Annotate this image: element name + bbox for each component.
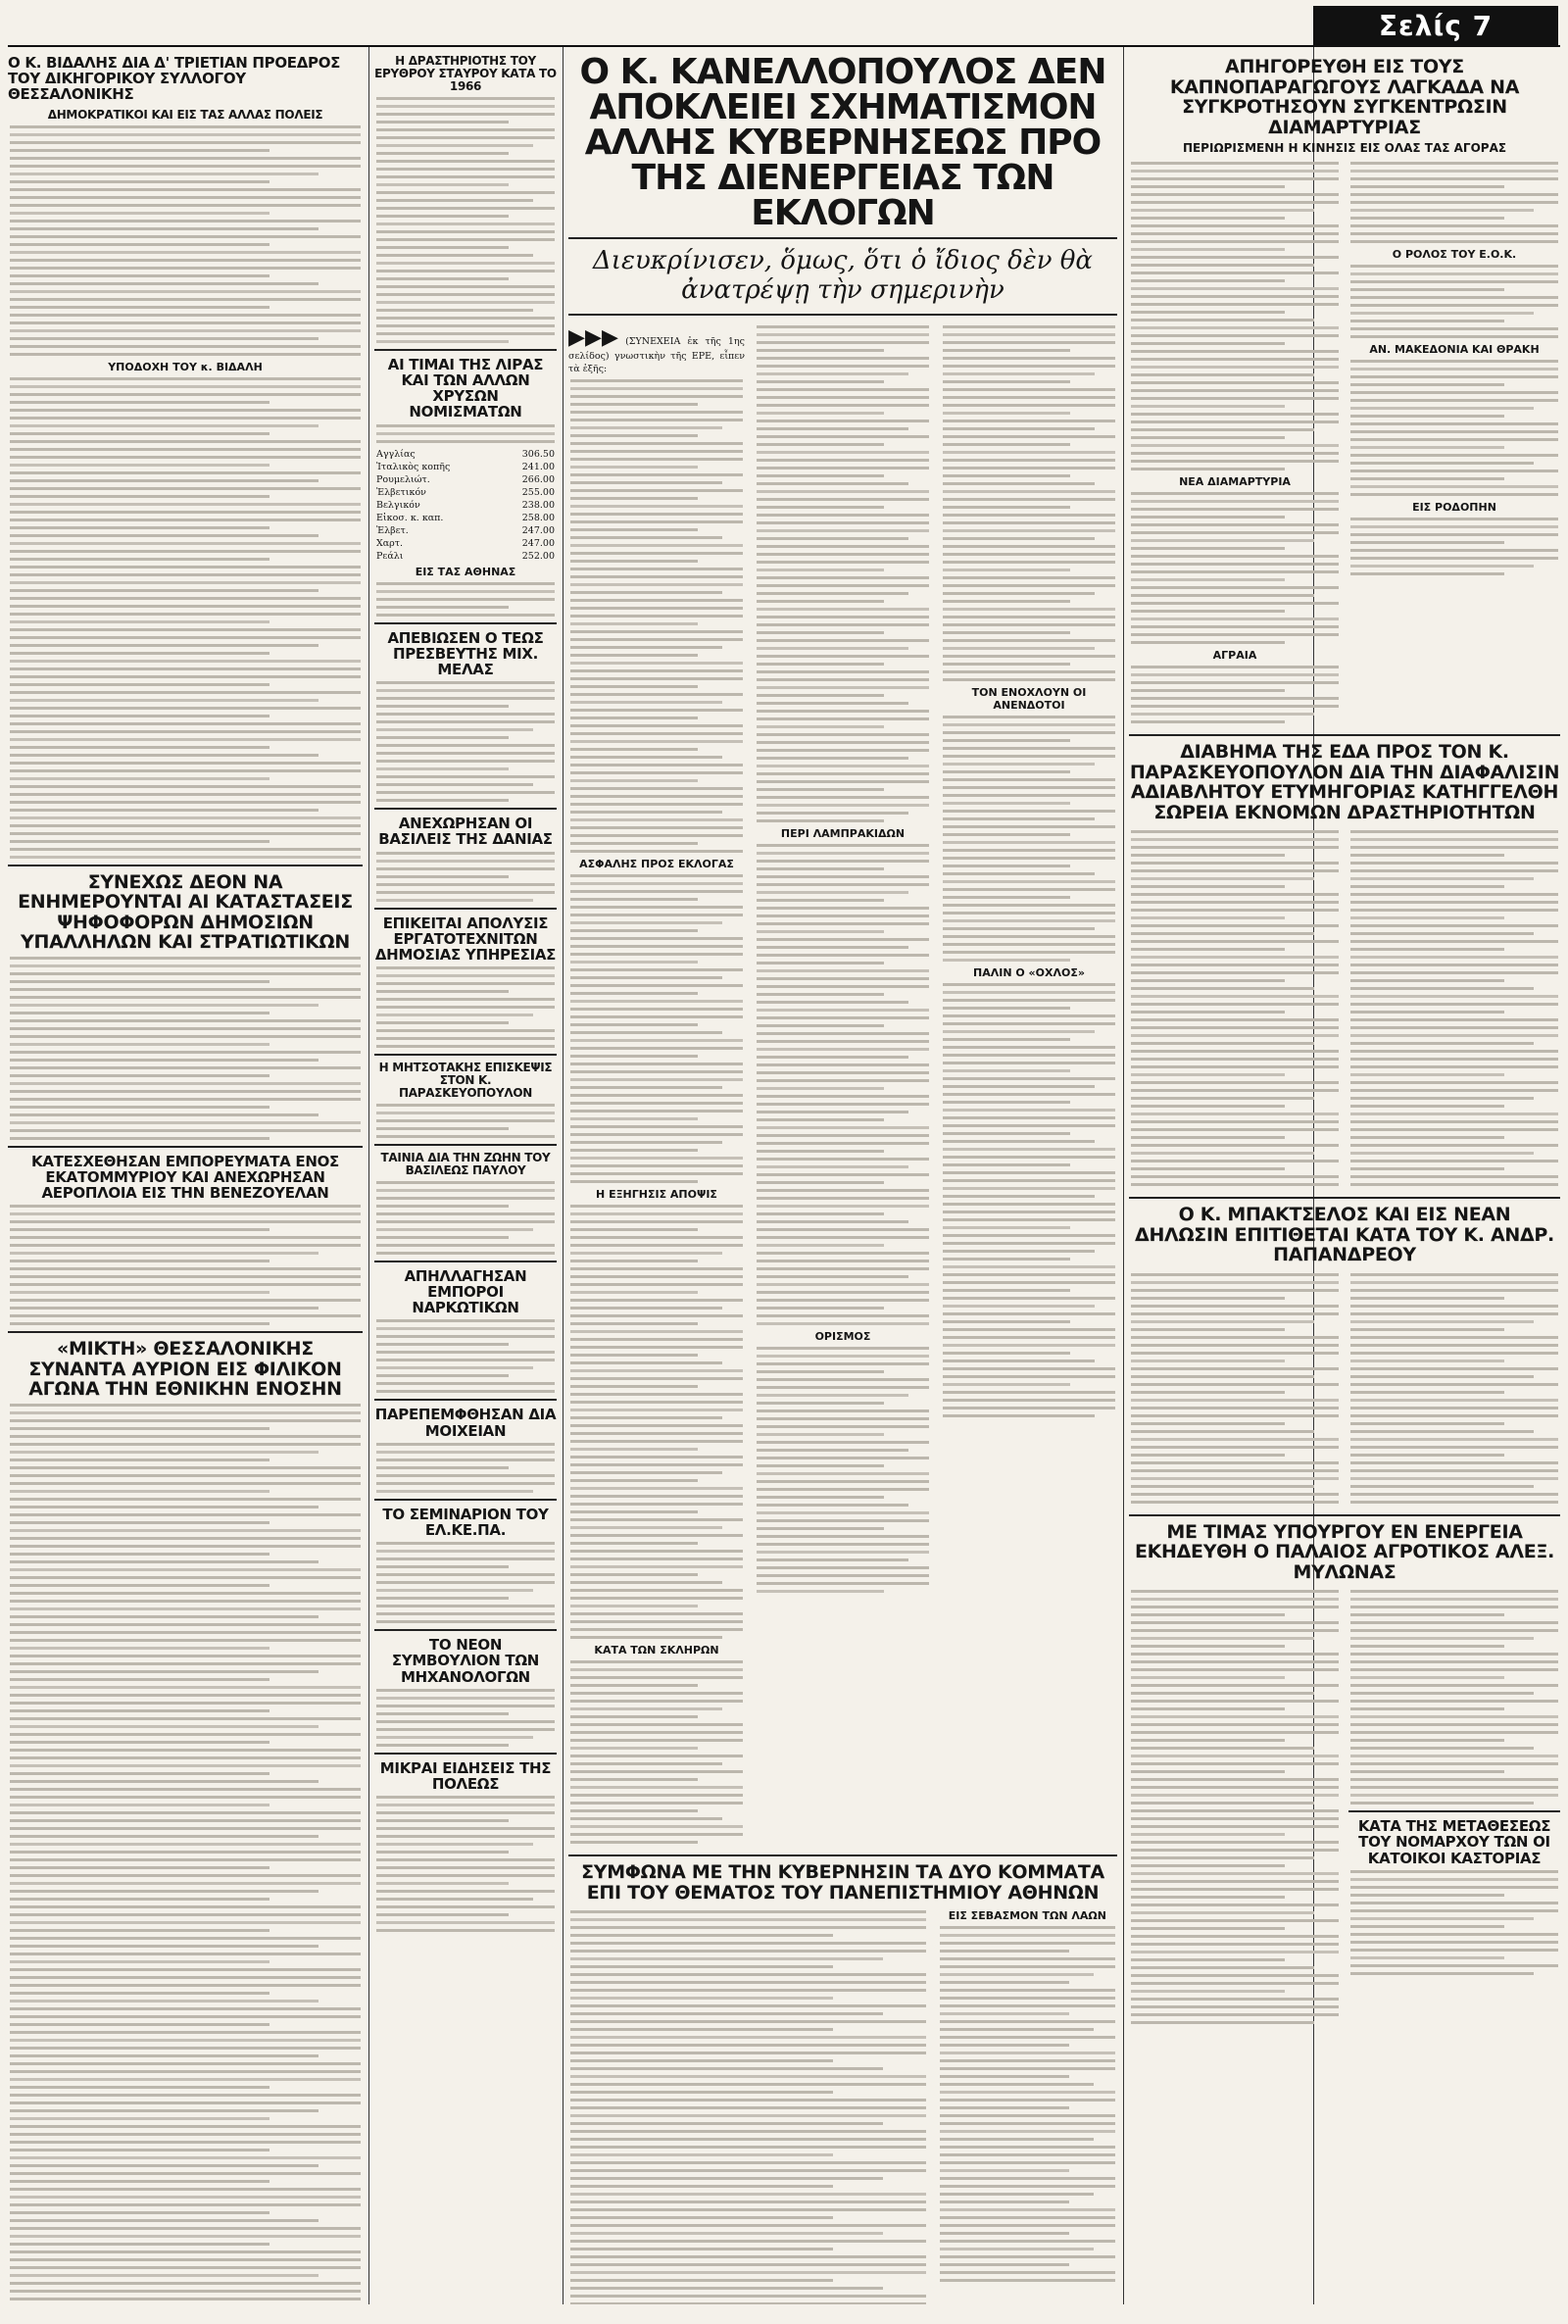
headline-anigoreuthi: ΑΠΗΓΟΡΕΥΘΗ ΕΙΣ ΤΟΥΣ ΚΑΠΝΟΠΑΡΑΓΩΓΟΥΣ ΛΑΓΚΑΔΑ ΝΑ ΣΥΓΚΡΟΤΗΣΟΥΝ ΣΥΓΚΕΝΤΡΩΣΙΝ ΔΙΑΜΑΡΤΥΡΙΑΣ xyxy=(1169,56,1520,138)
lead-body-c3 xyxy=(943,983,1115,1417)
lead-body-a2 xyxy=(570,874,743,1183)
divider xyxy=(374,622,557,624)
divider xyxy=(374,1054,557,1056)
mpaktselos-body-a xyxy=(1131,1273,1339,1504)
lead-body-c2 xyxy=(943,716,1115,962)
diabima-subcol-b xyxy=(1348,826,1560,1191)
column-rule xyxy=(1123,47,1124,2304)
lead-subcol-c xyxy=(941,321,1117,1849)
sevasmos-lines xyxy=(940,1926,1115,2282)
gold-coin-price: 266.00 xyxy=(521,473,555,485)
mpaktselos-body-b xyxy=(1350,1273,1558,1504)
headline-sympona: ΣΥΜΦΩΝΑ ΜΕ ΤΗΝ ΚΥΒΕΡΝΗΣΙΝ ΤΑ ΔΥΟ ΚΟΜΜΑΤΑ ΕΠΙ ΤΟΥ ΘΕΜΑΤΟΣ ΤΟΥ ΠΑΝΕΠΙΣΤΗΜΙΟΥ ΑΘΗΝΩΝ xyxy=(581,1861,1104,1904)
headline-mikrai: ΜΙΚΡΑΙ ΕΙΔΗΣΕΙΣ ΤΗΣ ΠΟΛΕΩΣ xyxy=(379,1758,552,1793)
article-epikeitai-body xyxy=(376,966,555,1048)
gold-coin-name: Βελγικόν xyxy=(376,499,420,511)
headline-vidalis: Ο Κ. ΒΙΔΑΛΗΣ ΔΙΑ Δ' ΤΡΙΕΤΙΑΝ ΠΡΟΕΔΡΟΣ ΤΟΥ ΔΙΚΗΓΟΡΙΚΟΥ ΣΥΛΛΟΓΟΥ ΘΕΣΣΑΛΟΝΙΚΗΣ xyxy=(8,54,341,104)
diabima-subcol-a xyxy=(1129,826,1341,1191)
gold-coin-name: Εἰκοσ. κ. καπ. xyxy=(376,512,444,523)
divider xyxy=(8,865,363,866)
article-mitsotakis-body xyxy=(376,1104,555,1138)
article-parapempontai-body xyxy=(376,1443,555,1493)
gold-coin-name: Χαρτ. xyxy=(376,537,404,549)
divider xyxy=(374,1399,557,1401)
gold-coin-price: 306.50 xyxy=(521,448,555,460)
headline-synechos: ΣΥΝΕΧΩΣ ΔΕΟΝ ΝΑ ΕΝΗΜΕΡΟΥΝΤΑΙ ΑΙ ΚΑΤΑΣΤΑΣΕΙΣ ΨΗΦΟΦΟΡΩΝ ΔΗΜΟΣΙΩΝ ΥΠΑΛΛΗΛΩΝ ΚΑΙ ΣΤΡΑΤΙΩΤΙΚΩΝ xyxy=(18,870,353,954)
article-vidalis-body xyxy=(10,125,361,356)
lead-body-b1 xyxy=(757,325,929,822)
subhead-rolos: Ο ΡΟΛΟΣ ΤΟΥ Ε.Ο.Κ. xyxy=(1392,248,1517,262)
gold-price-row xyxy=(374,486,557,499)
top-rule xyxy=(8,45,1560,47)
sympona-lines xyxy=(570,1910,926,2304)
article-timai-intro xyxy=(376,424,555,443)
gold-price-row xyxy=(374,524,557,537)
metathesis-body xyxy=(1350,1870,1558,1975)
gold-price-table xyxy=(374,448,557,563)
tobacco-subcol-b xyxy=(1348,158,1560,728)
divider xyxy=(1129,734,1560,736)
gold-coin-name: Ρουμελιώτ. xyxy=(376,473,430,485)
divider xyxy=(374,1629,557,1631)
subhead-enoxloun: ΤΟΝ ΕΝΟΧΛΟΥΝ ΟΙ ΑΝΕΝΔΟΤΟΙ xyxy=(971,685,1087,712)
subhead-ypodoxi: ΥΠΟΔΟΧΗ ΤΟΥ κ. ΒΙΔΑΛΗ xyxy=(108,360,263,373)
subhead-an-makedonia: ΑΝ. ΜΑΚΕΔΟΝΙΑ ΚΑΙ ΘΡΑΚΗ xyxy=(1369,343,1540,357)
gold-coin-price: 252.00 xyxy=(521,550,555,562)
divider xyxy=(374,1261,557,1262)
headline-parapempontai: ΠΑΡΕΠΕΜΦΘΗΣΑΝ ΔΙΑ ΜΟΙΧΕΙΑΝ xyxy=(374,1406,557,1440)
article-athinas-body xyxy=(376,582,555,617)
subhead-exigisis: Η ΕΞΗΓΗΣΙΣ ΑΠΟΨΙΣ xyxy=(596,1188,717,1202)
headline-times: ΜΕ ΤΙΜΑΣ ΥΠΟΥΡΓΟΥ ΕΝ ΕΝΕΡΓΕΙΑ ΕΚΗΔΕΥΘΗ Ο ΠΑΛΑΙΟΣ ΑΓΡΟΤΙΚΟΣ ΑΛΕΞ. ΜΥΛΩΝΑΣ xyxy=(1134,1520,1555,1583)
lead-subcol-b xyxy=(755,321,931,1849)
mpaktselos-subcol-b xyxy=(1348,1269,1560,1508)
divider xyxy=(374,808,557,810)
times-body-a xyxy=(1131,1590,1339,2024)
times-body-b xyxy=(1350,1590,1558,1805)
tobacco-body-a xyxy=(1131,162,1339,470)
headline-mitsotakis: Η ΜΗΤΣΟΤΑΚΗΣ ΕΠΙΣΚΕΨΙΣ ΣΤΟΝ Κ. ΠΑΡΑΣΚΕΥΟΠΟΥΛΟΝ xyxy=(378,1061,553,1101)
lead-body-b3 xyxy=(757,1347,929,1593)
divider xyxy=(374,1499,557,1501)
diabima-body-b xyxy=(1350,830,1558,1186)
lead-body-b2 xyxy=(757,844,929,1325)
gold-coin-price: 247.00 xyxy=(521,524,555,536)
headline-anechorisan: ΑΝΕΧΩΡΗΣΑΝ ΟΙ ΒΑΣΙΛΕΙΣ ΤΗΣ ΔΑΝΙΑΣ xyxy=(378,815,553,849)
article-tainia-body xyxy=(376,1181,555,1255)
divider xyxy=(374,1144,557,1146)
lead-body-c1 xyxy=(943,325,1115,681)
subhead-athinas: ΕΙΣ ΤΑΣ ΑΘΗΝΑΣ xyxy=(415,565,516,578)
lead-opening-text: (ΣΥΝΕΧΕΙΑ ἐκ τῆς 1ης σελίδος) γνωστικὴν τῆς ΕΡΕ, εἶπεν τὰ ἑξῆς: xyxy=(568,335,745,374)
gold-price-row xyxy=(374,448,557,461)
gold-coin-name: Αγγλίας xyxy=(376,448,416,460)
times-subcol-b xyxy=(1348,1586,1560,2029)
divider xyxy=(568,1854,1117,1856)
column-rule xyxy=(563,47,564,2304)
gold-price-row xyxy=(374,537,557,550)
tobacco-body-a3 xyxy=(1131,666,1339,723)
subhead-asfalis: ΑΣΦΑΛΗΣ ΠΡΟΣ ΕΚΛΟΓΑΣ xyxy=(579,858,734,871)
headline-epikeitai: ΕΠΙΚΕΙΤΑΙ ΑΠΟΛΥΣΙΣ ΕΡΓΑΤΟΤΕΧΝΙΤΩΝ ΔΗΜΟΣΙΑΣ ΥΠΗΡΕΣΙΑΣ xyxy=(374,914,557,964)
article-synechos-body xyxy=(10,957,361,1140)
lead-subcol-a xyxy=(568,321,745,1849)
gold-price-row xyxy=(374,473,557,486)
lead-body-a3 xyxy=(570,1205,743,1639)
divider xyxy=(8,1146,363,1148)
tobacco-body-b xyxy=(1350,162,1558,243)
subhead-lambrakidon: ΠΕΡΙ ΛΑΜΠΡΑΚΙΔΩΝ xyxy=(780,826,906,840)
page-number-badge: Σελίς 7 xyxy=(1313,6,1558,45)
right-column xyxy=(1129,51,1560,2304)
lead-body-a1 xyxy=(570,379,743,853)
divider xyxy=(8,1331,363,1333)
lead-column xyxy=(568,49,1117,2304)
subhead-agraia: ΑΓΡΑΙΑ xyxy=(1212,649,1257,663)
divider xyxy=(374,908,557,910)
tobacco-body-a2 xyxy=(1131,492,1339,644)
headline-seminarion: ΤΟ ΣΕΜΙΝΑΡΙΟΝ ΤΟΥ ΕΛ.ΚΕ.ΠΑ. xyxy=(382,1505,549,1539)
divider xyxy=(568,237,1117,239)
times-subcol-a xyxy=(1129,1586,1341,2029)
headline-diabima: ΔΙΑΒΗΜΑ ΤΗΣ ΕΔΑ ΠΡΟΣ ΤΟΝ Κ. ΠΑΡΑΣΚΕΥΟΠΟΥΛΟΝ ΔΙΑ ΤΗΝ ΔΙΑΦΑΛΙΣΙΝ ΑΔΙΑΒΛΗΤΟΥ ΕΤΥΜΗΓΟΡΙΑΣ ΚΑΤΗΓΓΕΛΘΗ ΣΩΡΕΙΑ ΕΚΝΟΜΩΝ ΔΡΑΣΤΗΡΙΟΤΗΤΩΝ xyxy=(1129,741,1560,823)
column-2 xyxy=(374,49,557,2304)
gold-coin-price: 241.00 xyxy=(521,461,555,472)
article-katesch-body xyxy=(10,1205,361,1325)
headline-tainia: ΤΑΙΝΙΑ ΔΙΑ ΤΗΝ ΖΩΗΝ ΤΟΥ ΒΑΣΙΛΕΩΣ ΠΑΥΛΟΥ xyxy=(380,1150,551,1177)
gold-coin-name: Ρεάλι xyxy=(376,550,404,562)
divider xyxy=(568,314,1117,316)
headline-metathesis: ΚΑΤΑ ΤΗΣ ΜΕΤΑΘΕΣΕΩΣ ΤΟΥ ΝΟΜΑΡΧΟΥ ΤΩΝ ΟΙ ΚΑΤΟΙΚΟΙ ΚΑΣΤΟΡΙΑΣ xyxy=(1357,1817,1551,1867)
divider xyxy=(374,349,557,351)
headline-dimokratikoi: ΔΗΜΟΚΡΑΤΙΚΟΙ ΚΑΙ ΕΙΣ ΤΑΣ ΑΛΛΑΣ ΠΟΛΕΙΣ xyxy=(47,107,323,122)
gold-coin-name: Ἰταλικὸς κοπῆς xyxy=(376,461,451,472)
article-mikrai-body xyxy=(376,1796,555,1932)
arrows-marker: ▶▶▶ xyxy=(568,323,618,350)
article-ypodoxi-body xyxy=(10,377,361,859)
column-1 xyxy=(8,49,363,2304)
gold-price-row xyxy=(374,512,557,524)
tobacco-subcol-a xyxy=(1129,158,1341,728)
gold-coin-name: Ἐλβετικόν xyxy=(376,486,426,498)
divider xyxy=(1348,1810,1560,1812)
gold-coin-price: 255.00 xyxy=(521,486,555,498)
article-mikti-body xyxy=(10,1404,361,2304)
headline-apebiosen: ΑΠΕΒΙΩΣΕΝ Ο ΤΕΩΣ ΠΡΕΣΒΕΥΤΗΣ ΜΙΧ. ΜΕΛΑΣ xyxy=(387,628,544,678)
subhead-rodopi: ΕΙΣ ΡΟΔΟΠΗΝ xyxy=(1412,501,1496,515)
subhead-periorismeni: ΠΕΡΙΩΡΙΣΜΕΝΗ Η ΚΙΝΗΣΙΣ ΕΙΣ ΟΛΑΣ ΤΑΣ ΑΓΟΡΑΣ xyxy=(1182,141,1507,156)
lead-deck: Διευκρίνισεν, ὅμως, ὅτι ὁ ἴδιος δὲν θὰ ἀνατρέψῃ τὴν σημερινὴν xyxy=(593,246,1093,305)
lead-headline: Ο Κ. ΚΑΝΕΛΛΟΠΟΥΛΟΣ ΔΕΝ ΑΠΟΚΛΕΙΕΙ ΣΧΗΜΑΤΙΣΜΟΝ ΑΛΛΗΣ ΚΥΒΕΡΝΗΣΕΩΣ ΠΡΟ ΤΗΣ ΔΙΕΝΕΡΓΕΙΑΣ ΤΩΝ ΕΚΛΟΓΩΝ xyxy=(579,52,1106,233)
sevasmos-block xyxy=(938,1906,1117,2304)
subhead-katatheseis: ΚΑΤΑ ΤΩΝ ΣΚΛΗΡΩΝ xyxy=(594,1644,719,1657)
lead-opening xyxy=(568,323,745,375)
headline-drastiriotis: Η ΔΡΑΣΤΗΡΙΟΤΗΣ ΤΟΥ ΕΡΥΘΡΟΥ ΣΤΑΥΡΟΥ ΚΑΤΑ ΤΟ 1966 xyxy=(374,54,557,93)
headline-neon: ΤΟ ΝΕΟΝ ΣΥΜΒΟΥΛΙΟΝ ΤΩΝ ΜΗΧΑΝΟΛΟΓΩΝ xyxy=(391,1636,540,1686)
article-neon-body xyxy=(376,1689,555,1747)
headline-timai: ΑΙ ΤΙΜΑΙ ΤΗΣ ΛΙΡΑΣ ΚΑΙ ΤΩΝ ΑΛΛΩΝ ΧΡΥΣΩΝ ΝΟΜΙΣΜΑΤΩΝ xyxy=(387,355,544,421)
divider xyxy=(1129,1197,1560,1199)
tobacco-body-b2 xyxy=(1350,265,1558,338)
headline-katesch: ΚΑΤΕΣΧΕΘΗΣΑΝ ΕΜΠΟΡΕΥΜΑΤΑ ΕΝΟΣ ΕΚΑΤΟΜΜΥΡΙΟΥ ΚΑΙ ΑΝΕΧΩΡΗΣΑΝ ΑΕΡΟΠΛΟΙΑ ΕΙΣ ΤΗΝ ΒΕΝΕΖΟΥΕΛΑΝ xyxy=(31,1152,339,1202)
tobacco-body-b3 xyxy=(1350,360,1558,496)
subhead-orismos: ΟΡΙΣΜΟΣ xyxy=(814,1329,871,1343)
article-apallagi-body xyxy=(376,1319,555,1393)
divider xyxy=(1129,1514,1560,1516)
article-anechorisan-body xyxy=(376,852,555,902)
gold-coin-name: Ἐλβετ. xyxy=(376,524,409,536)
subhead-sevasmos: ΕΙΣ ΣΕΒΑΣΜΟΝ ΤΩΝ ΛΑΩΝ xyxy=(948,1909,1106,1923)
article-apebiosen-body xyxy=(376,681,555,802)
diabima-body-a xyxy=(1131,830,1339,1186)
gold-coin-price: 238.00 xyxy=(521,499,555,511)
gold-price-row xyxy=(374,461,557,473)
headline-mikti: «ΜΙΚΤΗ» ΘΕΣΣΑΛΟΝΙΚΗΣ ΣΥΝΑΝΤΑ ΑΥΡΙΟΝ ΕΙΣ ΦΙΛΙΚΟΝ ΑΓΩΝΑ ΤΗΝ ΕΘΝΙΚΗΝ ΕΝΟΣΗΝ xyxy=(28,1338,342,1401)
headline-mpaktselos: Ο Κ. ΜΠΑΚΤΣΕΛΟΣ ΚΑΙ ΕΙΣ ΝΕΑΝ ΔΗΛΩΣΙΝ ΕΠΙΤΙΘΕΤΑΙ ΚΑΤΑ ΤΟΥ Κ. ΑΝΔΡ. ΠΑΠΑΝΔΡΕΟΥ xyxy=(1135,1204,1554,1266)
gold-price-row xyxy=(374,550,557,563)
gold-coin-price: 247.00 xyxy=(521,537,555,549)
headline-apallagi: ΑΠΗΛΛΑΓΗΣΑΝ ΕΜΠΟΡΟΙ ΝΑΡΚΩΤΙΚΩΝ xyxy=(404,1266,527,1317)
lead-body-a4 xyxy=(570,1660,743,1844)
gold-coin-price: 258.00 xyxy=(521,512,555,523)
article-drastiriotis-body xyxy=(376,97,555,343)
divider xyxy=(374,1753,557,1755)
column-rule xyxy=(368,47,369,2304)
sympona-body xyxy=(568,1906,928,2304)
article-seminarion-body xyxy=(376,1542,555,1623)
subhead-ne-diamartyria: ΝΕΑ ΔΙΑΜΑΡΤΥΡΙΑ xyxy=(1179,475,1291,489)
mpaktselos-subcol-a xyxy=(1129,1269,1341,1508)
gold-price-row xyxy=(374,499,557,512)
subhead-palin: ΠΑΛΙΝ Ο «ΟΧΛΟΣ» xyxy=(973,965,1085,979)
tobacco-body-b4 xyxy=(1350,518,1558,575)
